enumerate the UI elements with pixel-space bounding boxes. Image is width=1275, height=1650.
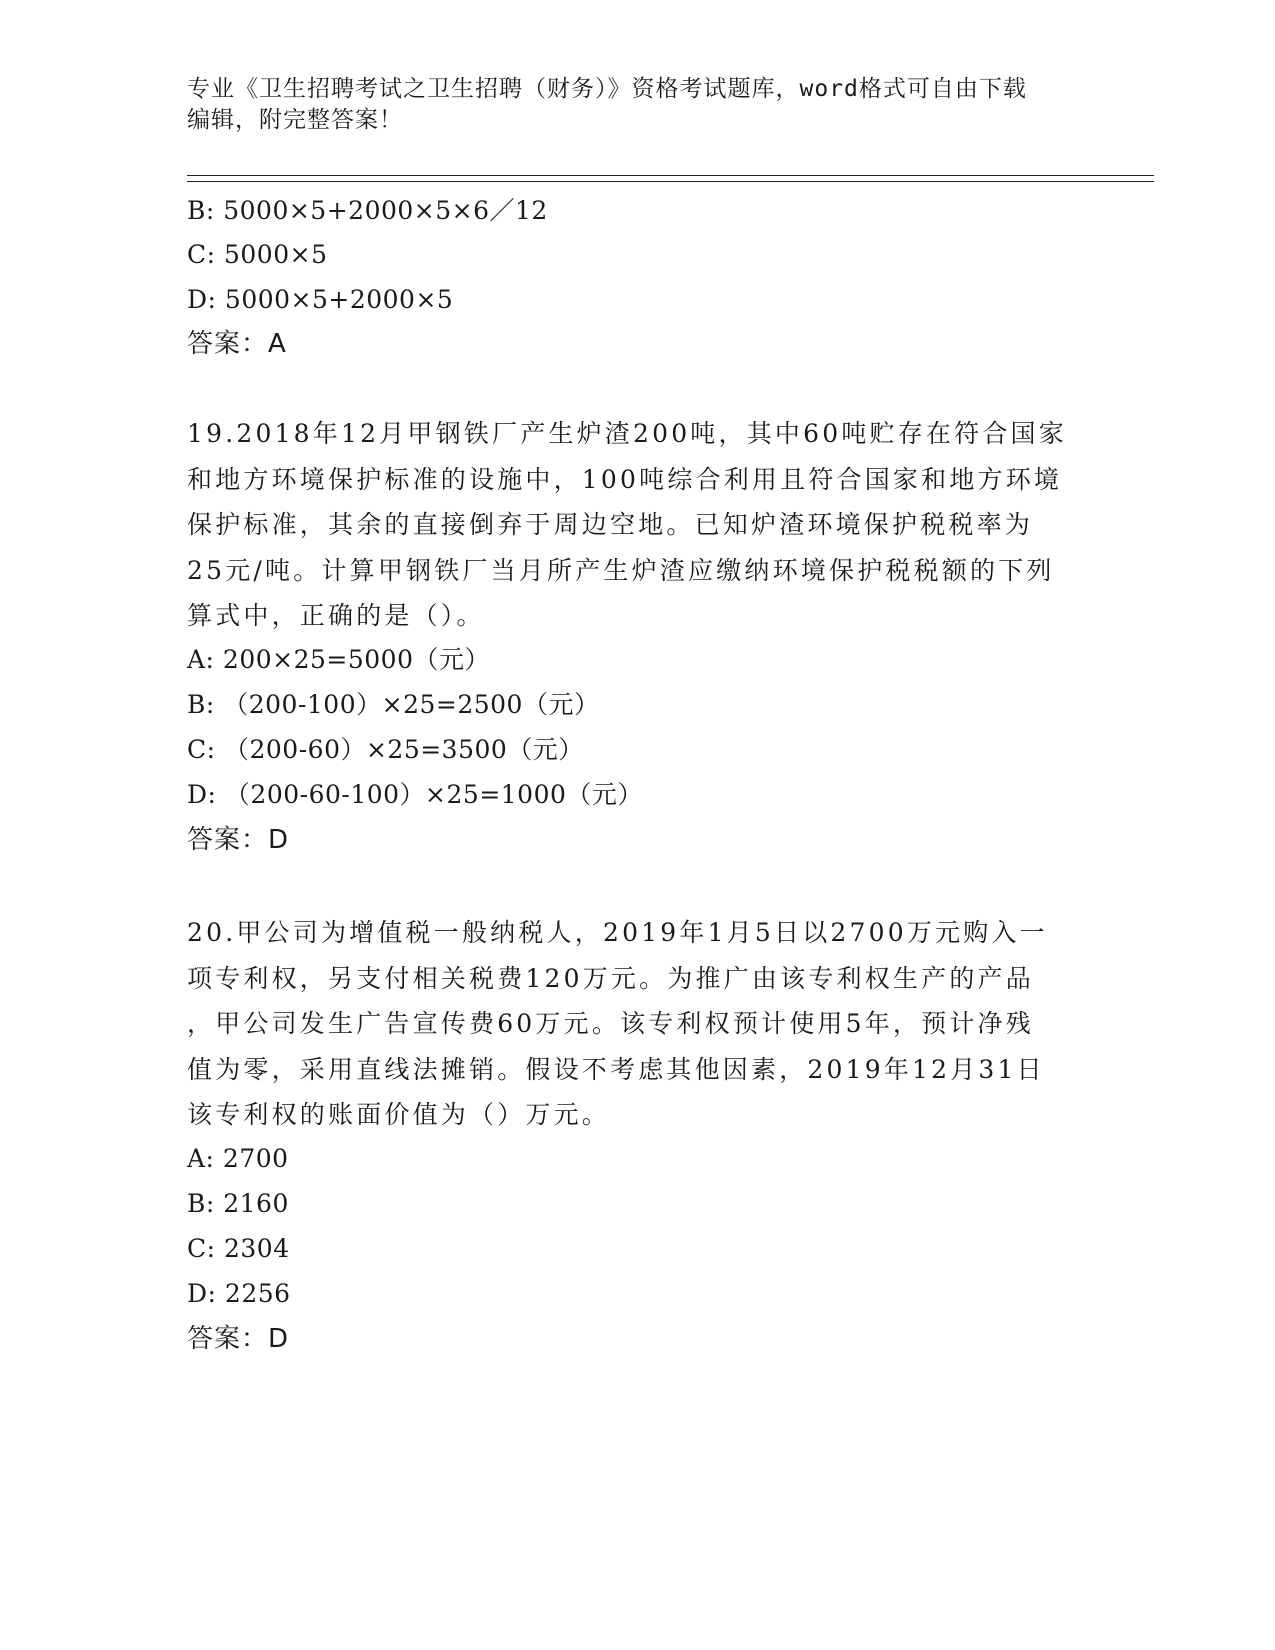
q19-option-c: C: （200-60）×25=3500（元） bbox=[187, 735, 584, 764]
q20-stem-line: 值为零，采用直线法摊销。假设不考虑其他因素，2019年12月31日 bbox=[187, 1054, 1045, 1084]
header-divider-top bbox=[187, 175, 1154, 176]
q19-option-a: A: 200×25=5000（元） bbox=[187, 645, 490, 674]
q19-stem-line: 算式中，正确的是（）。 bbox=[187, 601, 485, 630]
q20-stem-line: 项专利权，另支付相关税费120万元。为推广由该专利权生产的产品 bbox=[187, 963, 1034, 993]
q20-stem-line: ，甲公司发生广告宣传费60万元。该专利权预计使用5年，预计净残 bbox=[187, 1009, 1034, 1038]
header-line-1: 专业《卫生招聘考试之卫生招聘（财务）》资格考试题库，word格式可自由下载 bbox=[187, 76, 1027, 102]
q20-stem-line: 20.甲公司为增值税一般纳税人，2019年1月5日以2700万元购入一 bbox=[187, 918, 1048, 947]
q19-stem-line: 19.2018年12月甲钢铁厂产生炉渣200吨，其中60吨贮存在符合国家 bbox=[187, 419, 1067, 448]
q20-option-a: A: 2700 bbox=[187, 1144, 289, 1173]
header-divider-bottom bbox=[187, 181, 1154, 182]
q20-answer: 答案：D bbox=[187, 1324, 290, 1354]
q20-stem-line: 该专利权的账面价值为（）万元。 bbox=[187, 1100, 611, 1129]
q19-option-d: D: （200-60-100）×25=1000（元） bbox=[187, 780, 643, 809]
q19-stem-line: 保护标准，其余的直接倒弃于周边空地。已知炉渣环境保护税税率为 bbox=[187, 510, 1034, 539]
q18-answer: 答案：A bbox=[187, 329, 287, 359]
header-line-2: 编辑，附完整答案！ bbox=[187, 107, 403, 133]
q19-stem-line: 和地方环境保护标准的设施中，100吨综合利用且符合国家和地方环境 bbox=[187, 464, 1063, 494]
q19-answer: 答案：D bbox=[187, 825, 290, 855]
q18-option-c: C: 5000×5 bbox=[187, 240, 328, 269]
q19-stem-line: 25元/吨。计算甲钢铁厂当月所产生炉渣应缴纳环境保护税税额的下列 bbox=[187, 555, 1055, 585]
q20-option-b: B: 2160 bbox=[187, 1189, 289, 1218]
q20-option-d: D: 2256 bbox=[187, 1279, 291, 1308]
q19-option-b: B: （200-100）×25=2500（元） bbox=[187, 690, 600, 719]
q20-option-c: C: 2304 bbox=[187, 1234, 290, 1263]
q18-option-d: D: 5000×5+2000×5 bbox=[187, 285, 454, 314]
q19-stem bbox=[187, 411, 1087, 639]
q20-stem bbox=[187, 910, 1087, 1138]
document-header bbox=[187, 74, 1087, 136]
q18-option-b: B: 5000×5+2000×5×6／12 bbox=[187, 196, 548, 225]
